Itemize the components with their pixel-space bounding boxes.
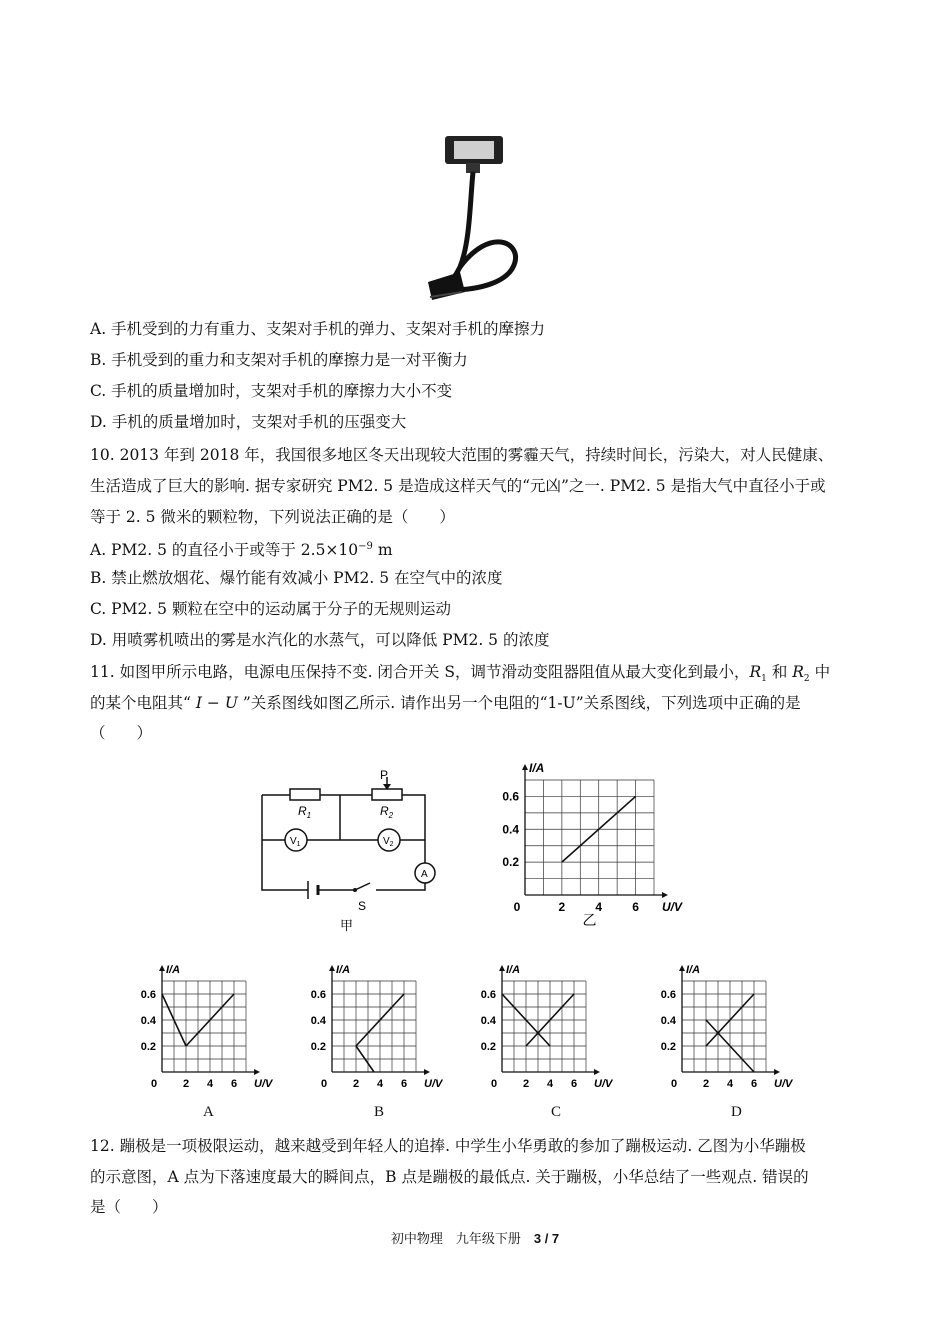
option-b-graph <box>300 962 450 1097</box>
slider-label: P <box>380 768 389 782</box>
x-tick-label: 4 <box>595 900 603 914</box>
x-tick-label: 4 <box>726 1078 734 1090</box>
x-tick-label: 6 <box>570 1078 578 1090</box>
y-axis-arrow-icon <box>522 764 528 770</box>
r2-label: $R_2$ <box>380 804 394 820</box>
q10-option-b: B. 禁止燃放烟花、爆竹能有效减小 PM2. 5 在空气中的浓度 <box>90 569 503 587</box>
y-tick-label: 0.2 <box>660 1041 676 1053</box>
circuit-diagram <box>250 765 450 940</box>
graph-yi <box>495 760 695 935</box>
r1-resistor <box>290 789 320 800</box>
q10-stem-line3: 等于 2. 5 微米的颗粒物，下列说法正确的是（ ） <box>90 508 455 526</box>
y-tick-label: 0.4 <box>480 1015 496 1027</box>
q10-option-d: D. 用喷雾机喷出的雾是水汽化的水蒸气，可以降低 PM2. 5 的浓度 <box>90 631 550 649</box>
x-tick-label: 0 <box>490 1078 498 1090</box>
y-tick-label: 0.4 <box>310 1015 326 1027</box>
ammeter-label: A <box>421 869 428 880</box>
y-tick-label: 0.4 <box>140 1015 156 1027</box>
x-tick-label: 2 <box>702 1078 710 1090</box>
y-tick-label: 0.6 <box>310 989 326 1001</box>
q12-stem-line3: 是（ ） <box>90 1198 168 1216</box>
q9-option-b: B. 手机受到的重力和支架对手机的摩擦力是一对平衡力 <box>90 351 468 369</box>
x-axis-label: U/V <box>594 1078 613 1090</box>
y-axis-arrow-icon <box>499 965 505 971</box>
q11-stem-line3: （ ） <box>90 724 153 742</box>
q12-stem-line2: 的示意图，A 点为下落速度最大的瞬间点，B 点是蹦极的最低点. 关于蹦极，小华总结了一些观点. 错误的 <box>90 1168 809 1186</box>
y-tick-label: 0.6 <box>502 789 519 804</box>
q10-option-a: A. PM2. 5 的直径小于或等于 $2.5\times 10^{-9}$ m <box>90 541 393 560</box>
option-d-graph <box>650 962 800 1097</box>
y-axis-arrow-icon <box>329 965 335 971</box>
y-axis-arrow-icon <box>159 965 165 971</box>
q9-option-c: C. 手机的质量增加时，支架对手机的摩擦力大小不变 <box>90 382 453 400</box>
x-tick-label: 4 <box>206 1078 214 1090</box>
y-tick-label: 0.2 <box>502 855 519 870</box>
x-axis-label: U/V <box>662 900 683 914</box>
y-tick-label: 0.4 <box>502 822 519 837</box>
option-c-graph <box>470 962 620 1097</box>
x-tick-label: 4 <box>546 1078 554 1090</box>
option-d-label: D <box>731 1104 742 1120</box>
x-axis-arrow-icon <box>774 1069 780 1075</box>
q9-option-a: A. 手机受到的力有重力、支架对手机的弹力、支架对手机的摩擦力 <box>90 320 546 338</box>
x-axis-arrow-icon <box>594 1069 600 1075</box>
y-axis-label: I/A <box>529 761 545 775</box>
x-tick-label: 0 <box>670 1078 678 1090</box>
x-axis-arrow-icon <box>424 1069 430 1075</box>
x-tick-label: 2 <box>558 900 566 914</box>
phone-holder-figure <box>420 132 530 304</box>
y-axis-label: I/A <box>506 964 521 976</box>
x-tick-label: 4 <box>376 1078 384 1090</box>
y-tick-label: 0.6 <box>140 989 156 1001</box>
r1-label: $R_1$ <box>298 804 312 820</box>
y-axis-label: I/A <box>686 964 701 976</box>
option-a-label: A <box>203 1104 214 1120</box>
v1-label: $V_1$ <box>290 836 301 848</box>
y-tick-label: 0.6 <box>660 989 676 1001</box>
y-tick-label: 0.4 <box>660 1015 676 1027</box>
y-tick-label: 0.2 <box>480 1041 496 1053</box>
q11-stem-line1: 11. 如图甲所示电路，电源电压保持不变. 闭合开关 S，调节滑动变阻器阻值从最大变化到最小，$R_1$ 和 $R_2$ 中 <box>90 663 831 685</box>
q12-stem-line1: 12. 蹦极是一项极限运动，越来越受到年轻人的追捧. 中学生小华勇敢的参加了蹦极运动. 乙图为小华蹦极 <box>90 1137 806 1155</box>
x-tick-label: 0 <box>150 1078 158 1090</box>
option-b-label: B <box>374 1104 385 1120</box>
x-axis-label: U/V <box>424 1078 443 1090</box>
x-tick-label: 6 <box>400 1078 408 1090</box>
q9-option-d: D. 手机的质量增加时，支架对手机的压强变大 <box>90 413 407 431</box>
x-axis-arrow-icon <box>254 1069 260 1075</box>
q10-stem-line1: 10. 2013 年到 2018 年，我国很多地区冬天出现较大范围的雾霾天气，持续时间长，污染大，对人民健康、 <box>90 446 834 464</box>
y-axis-label: I/A <box>336 964 351 976</box>
switch-label: S <box>358 899 367 913</box>
x-tick-label: 0 <box>320 1078 328 1090</box>
y-tick-label: 0.2 <box>140 1041 156 1053</box>
q10-option-c: C. PM2. 5 颗粒在空中的运动属于分子的无规则运动 <box>90 600 451 618</box>
switch-pivot <box>353 888 357 892</box>
x-axis-label: U/V <box>774 1078 793 1090</box>
y-axis-label: I/A <box>166 964 181 976</box>
option-a-graph <box>130 962 280 1097</box>
graph-caption: 乙 <box>582 912 597 928</box>
q11-stem-line2: 的某个电阻其“ I − U ”关系图线如图乙所示. 请作出另一个电阻的“1-U”关系图线，下列选项中正确的是 <box>90 694 801 712</box>
q10-stem-line2: 生活造成了巨大的影响. 据专家研究 PM2. 5 是造成这样天气的“元凶”之一. PM2. 5 是指大气中直径小于或 <box>90 477 826 495</box>
x-tick-label: 6 <box>230 1078 238 1090</box>
option-c-label: C <box>551 1104 562 1120</box>
x-axis-arrow-icon <box>662 892 668 898</box>
page-number: 3 / 7 <box>533 1231 560 1246</box>
y-tick-label: 0.6 <box>480 989 496 1001</box>
x-tick-label: 2 <box>182 1078 190 1090</box>
r2-rheostat <box>372 789 402 800</box>
page-footer <box>0 1228 950 1247</box>
footer-subject: 初中物理 九年级下册 <box>390 1232 521 1247</box>
x-tick-label: 2 <box>522 1078 530 1090</box>
circuit-caption: 甲 <box>340 918 354 933</box>
x-tick-label: 0 <box>513 900 521 914</box>
y-tick-label: 0.2 <box>310 1041 326 1053</box>
y-axis-arrow-icon <box>679 965 685 971</box>
x-axis-label: U/V <box>254 1078 273 1090</box>
x-tick-label: 2 <box>352 1078 360 1090</box>
x-tick-label: 6 <box>750 1078 758 1090</box>
x-tick-label: 6 <box>632 900 639 914</box>
v2-label: $V_2$ <box>383 836 394 848</box>
